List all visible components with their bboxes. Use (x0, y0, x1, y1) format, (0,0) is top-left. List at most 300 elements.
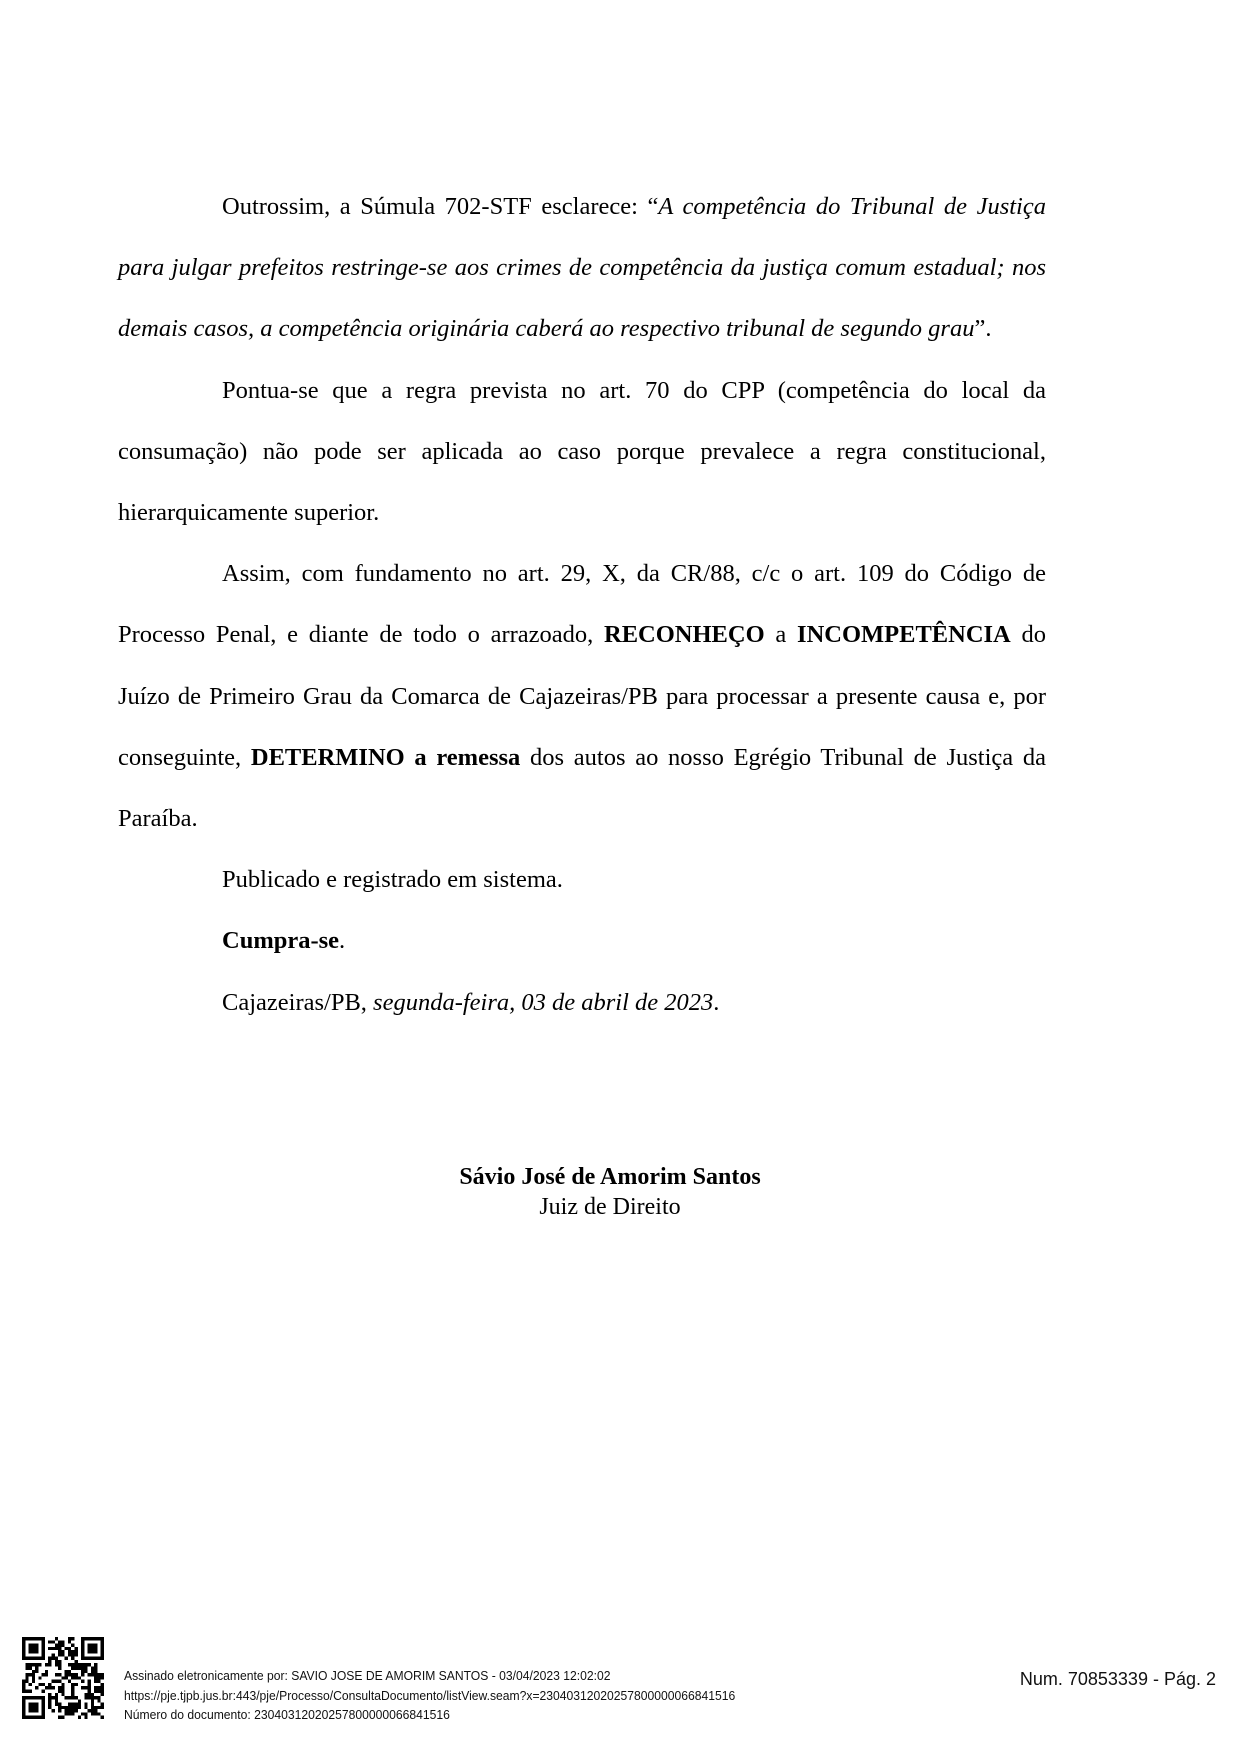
qr-module (68, 1696, 71, 1699)
electronic-signature-footer (0, 1630, 1240, 1750)
qr-module (55, 1680, 58, 1683)
qr-module (101, 1686, 104, 1689)
qr-module (88, 1693, 91, 1696)
qr-module (94, 1647, 97, 1650)
qr-module (84, 1663, 87, 1666)
qr-module (58, 1689, 61, 1692)
qr-module (42, 1640, 45, 1643)
text-run: RECONHEÇO (604, 621, 765, 649)
qr-module (55, 1663, 58, 1666)
qr-module (42, 1644, 45, 1647)
paragraph (118, 360, 1046, 544)
qr-module (61, 1686, 64, 1689)
qr-module (65, 1647, 68, 1650)
qr-module (91, 1657, 94, 1660)
qr-module (35, 1696, 38, 1699)
qr-module (22, 1653, 25, 1656)
qr-module (68, 1706, 71, 1709)
qr-module (52, 1653, 55, 1656)
qr-module (45, 1686, 48, 1689)
qr-module (74, 1703, 77, 1706)
qr-module (42, 1716, 45, 1719)
qr-module (35, 1650, 38, 1653)
qr-module (91, 1712, 94, 1715)
qr-module (84, 1693, 87, 1696)
qr-module (25, 1696, 28, 1699)
qr-module (22, 1644, 25, 1647)
qr-module (91, 1709, 94, 1712)
qr-module (101, 1650, 104, 1653)
qr-module (55, 1657, 58, 1660)
qr-module (58, 1647, 61, 1650)
qr-module (61, 1676, 64, 1679)
qr-module (42, 1637, 45, 1640)
qr-module (94, 1673, 97, 1676)
qr-module (68, 1647, 71, 1650)
qr-module (97, 1712, 100, 1715)
qr-module (38, 1676, 41, 1679)
qr-module (35, 1657, 38, 1660)
qr-module (22, 1650, 25, 1653)
qr-module (81, 1686, 84, 1689)
qr-module (71, 1673, 74, 1676)
qr-module (48, 1657, 51, 1660)
qr-module (58, 1673, 61, 1676)
qr-module (45, 1663, 48, 1666)
qr-module (81, 1712, 84, 1715)
qr-module (81, 1644, 84, 1647)
qr-module (35, 1663, 38, 1666)
text-run: DETERMINO a remessa (250, 743, 521, 771)
qr-module (97, 1699, 100, 1702)
qr-module (88, 1683, 91, 1686)
qr-module (74, 1647, 77, 1650)
qr-module (78, 1703, 81, 1706)
qr-module (84, 1637, 87, 1640)
qr-module (48, 1640, 51, 1643)
qr-module (91, 1667, 94, 1670)
qr-module (94, 1667, 97, 1670)
qr-module (65, 1673, 68, 1676)
qr-module (29, 1709, 32, 1712)
qr-module (22, 1706, 25, 1709)
qr-module (68, 1670, 71, 1673)
qr-module (25, 1676, 28, 1679)
qr-module (71, 1683, 74, 1686)
qr-module (71, 1712, 74, 1715)
qr-module (48, 1706, 51, 1709)
qr-module (97, 1686, 100, 1689)
qr-module (81, 1670, 84, 1673)
qr-module (29, 1657, 32, 1660)
text-run: Assim, com fundamento no art. 29, X, da CR/88, c/c o art. 109 do Código de Processo Penal, e diante de todo o arrazoado, (118, 560, 1046, 649)
qr-module (78, 1667, 81, 1670)
qr-module (29, 1644, 32, 1647)
qr-module (48, 1683, 51, 1686)
qr-module (29, 1647, 32, 1650)
text-run: Publicado e registrado em sistema. (222, 866, 563, 894)
signed-by-text: Assinado eletronicamente por: SAVIO JOSE DE AMORIM SANTOS - 03/04/2023 12:02:02 (124, 1668, 611, 1683)
qr-module (88, 1709, 91, 1712)
qr-module (55, 1673, 58, 1676)
qr-module (84, 1670, 87, 1673)
qr-module (91, 1647, 94, 1650)
qr-module (84, 1696, 87, 1699)
qr-module (68, 1680, 71, 1683)
qr-module (45, 1670, 48, 1673)
qr-module (101, 1689, 104, 1692)
text-run: . (713, 988, 720, 1016)
qr-module (68, 1673, 71, 1676)
qr-module (81, 1637, 84, 1640)
text-run: do Juízo de Primeiro Grau da Comarca de Cajazeiras/PB para processar a presente causa e, por conseguinte, (118, 621, 1046, 771)
qr-module (22, 1709, 25, 1712)
qr-module (29, 1637, 32, 1640)
qr-module (55, 1660, 58, 1663)
qr-module (81, 1673, 84, 1676)
qr-module (97, 1706, 100, 1709)
qr-module (81, 1640, 84, 1643)
qr-module (29, 1696, 32, 1699)
qr-module (25, 1637, 28, 1640)
qr-module (61, 1683, 64, 1686)
qr-module (38, 1696, 41, 1699)
qr-module (94, 1680, 97, 1683)
qr-module (94, 1696, 97, 1699)
qr-module (94, 1676, 97, 1679)
qr-module (84, 1706, 87, 1709)
qr-module (74, 1667, 77, 1670)
qr-module (91, 1706, 94, 1709)
qr-module (74, 1709, 77, 1712)
qr-module (101, 1673, 104, 1676)
text-run: a (764, 621, 798, 649)
qr-module (55, 1693, 58, 1696)
qr-module (29, 1683, 32, 1686)
qr-module (71, 1650, 74, 1653)
paragraph (118, 176, 1046, 360)
qr-module (32, 1706, 35, 1709)
qr-module (58, 1650, 61, 1653)
text-run: A competência do Tribunal de Justiça para julgar prefeitos restringe-se aos crimes de competência da justiça comum estadual; nos demais casos, a competência originária caberá ao respectivo tribunal de segundo grau (118, 193, 1046, 343)
qr-module (52, 1696, 55, 1699)
qr-module (68, 1637, 71, 1640)
qr-module (97, 1676, 100, 1679)
qr-module (32, 1676, 35, 1679)
qr-module (94, 1686, 97, 1689)
qr-module (32, 1650, 35, 1653)
qr-module (78, 1663, 81, 1666)
qr-module (25, 1716, 28, 1719)
qr-module (65, 1696, 68, 1699)
judge-title: Juiz de Direito (539, 1194, 681, 1220)
qr-module (42, 1650, 45, 1653)
qr-module (101, 1676, 104, 1679)
qr-module (25, 1657, 28, 1660)
qr-module (58, 1653, 61, 1656)
qr-module (88, 1657, 91, 1660)
qr-module (88, 1644, 91, 1647)
qr-module (58, 1640, 61, 1643)
qr-module (22, 1699, 25, 1702)
qr-module (25, 1663, 28, 1666)
qr-module (58, 1686, 61, 1689)
qr-module (61, 1716, 64, 1719)
qr-module (22, 1647, 25, 1650)
qr-module (58, 1703, 61, 1706)
qr-module (42, 1657, 45, 1660)
qr-module (58, 1663, 61, 1666)
qr-module (42, 1706, 45, 1709)
qr-module (84, 1703, 87, 1706)
qr-module (78, 1699, 81, 1702)
signature-block (380, 1162, 840, 1222)
qr-module (32, 1709, 35, 1712)
qr-module (91, 1696, 94, 1699)
qr-module (32, 1680, 35, 1683)
qr-module (74, 1660, 77, 1663)
qr-module (101, 1693, 104, 1696)
qr-module (71, 1657, 74, 1660)
qr-module (71, 1653, 74, 1656)
qr-module (29, 1667, 32, 1670)
qr-module (35, 1670, 38, 1673)
qr-module (22, 1703, 25, 1706)
qr-module (32, 1647, 35, 1650)
qr-module (97, 1696, 100, 1699)
qr-module (74, 1673, 77, 1676)
qr-module (74, 1706, 77, 1709)
qr-module (101, 1706, 104, 1709)
qr-module (94, 1709, 97, 1712)
qr-module (71, 1696, 74, 1699)
qr-module (58, 1660, 61, 1663)
qr-module (22, 1640, 25, 1643)
qr-module (88, 1663, 91, 1666)
text-run: segunda-feira, 03 de abril de 2023 (373, 988, 714, 1016)
qr-module (71, 1637, 74, 1640)
qr-module (48, 1686, 51, 1689)
qr-module (74, 1650, 77, 1653)
text-run: Outrossim, a Súmula 702-STF esclarece: “ (222, 193, 659, 220)
qr-module (25, 1673, 28, 1676)
qr-module (65, 1709, 68, 1712)
qr-module (29, 1650, 32, 1653)
qr-module (94, 1706, 97, 1709)
qr-module (84, 1712, 87, 1715)
judge-name: Sávio José de Amorim Santos (459, 1164, 761, 1190)
qr-module (32, 1644, 35, 1647)
qr-module (81, 1663, 84, 1666)
text-run: INCOMPETÊNCIA (797, 621, 1011, 649)
qr-module (65, 1706, 68, 1709)
qr-module (58, 1667, 61, 1670)
qr-module (22, 1657, 25, 1660)
qr-module (88, 1686, 91, 1689)
qr-module (61, 1640, 64, 1643)
qr-module (88, 1647, 91, 1650)
qr-module (25, 1689, 28, 1692)
qr-module (35, 1637, 38, 1640)
qr-module (81, 1647, 84, 1650)
qr-module (71, 1676, 74, 1679)
qr-module (68, 1703, 71, 1706)
qr-module (88, 1696, 91, 1699)
qr-module (91, 1693, 94, 1696)
qr-module (38, 1663, 41, 1666)
qr-module (38, 1657, 41, 1660)
qr-module (48, 1663, 51, 1666)
qr-module (71, 1706, 74, 1709)
qr-module (32, 1696, 35, 1699)
qr-module (81, 1657, 84, 1660)
qr-module (97, 1637, 100, 1640)
qr-module (61, 1644, 64, 1647)
qr-module (35, 1667, 38, 1670)
page-number: Num. 70853339 - Pág. 2 (1019, 1669, 1216, 1689)
text-run: ”. (974, 315, 992, 343)
paragraph (118, 972, 1046, 1033)
qr-module (55, 1703, 58, 1706)
qr-module (74, 1683, 77, 1686)
qr-module (65, 1676, 68, 1679)
qr-module (81, 1680, 84, 1683)
qr-module (71, 1709, 74, 1712)
qr-module (42, 1689, 45, 1692)
qr-module (97, 1657, 100, 1660)
signature-info (124, 1666, 735, 1725)
qr-module (101, 1683, 104, 1686)
qr-module (55, 1637, 58, 1640)
qr-module (29, 1706, 32, 1709)
qr-module (81, 1650, 84, 1653)
paragraph (118, 910, 1046, 971)
qr-module (58, 1709, 61, 1712)
qr-module (32, 1663, 35, 1666)
qr-module (91, 1699, 94, 1702)
qr-module (94, 1712, 97, 1715)
qr-module (45, 1673, 48, 1676)
qr-module (101, 1703, 104, 1706)
qr-module (48, 1703, 51, 1706)
qr-module (52, 1686, 55, 1689)
qr-module (71, 1667, 74, 1670)
qr-module (71, 1693, 74, 1696)
qr-module (58, 1706, 61, 1709)
qr-module (61, 1650, 64, 1653)
qr-module (91, 1673, 94, 1676)
qr-module (22, 1712, 25, 1715)
qr-module (42, 1696, 45, 1699)
qr-module (97, 1673, 100, 1676)
qr-module (42, 1712, 45, 1715)
qr-code-icon[interactable] (22, 1637, 104, 1719)
qr-module (38, 1637, 41, 1640)
qr-module (55, 1696, 58, 1699)
qr-module (55, 1647, 58, 1650)
qr-module (68, 1650, 71, 1653)
qr-module (22, 1637, 25, 1640)
qr-module (35, 1709, 38, 1712)
qr-module (32, 1716, 35, 1719)
qr-module (84, 1657, 87, 1660)
qr-module (22, 1696, 25, 1699)
qr-module (32, 1657, 35, 1660)
qr-module (88, 1673, 91, 1676)
qr-module (52, 1680, 55, 1683)
qr-module (35, 1647, 38, 1650)
qr-module (91, 1637, 94, 1640)
qr-module (61, 1689, 64, 1692)
qr-module (94, 1650, 97, 1653)
qr-module (35, 1703, 38, 1706)
qr-module (68, 1640, 71, 1643)
qr-module (101, 1653, 104, 1656)
qr-module (91, 1670, 94, 1673)
document-body (118, 176, 1046, 1033)
qr-module (101, 1647, 104, 1650)
qr-module (22, 1686, 25, 1689)
text-run: dos autos ao nosso Egrégio Tribunal de Justiça da Paraíba. (118, 743, 1046, 833)
qr-module (74, 1676, 77, 1679)
qr-module (78, 1706, 81, 1709)
qr-module (71, 1644, 74, 1647)
qr-module (84, 1716, 87, 1719)
qr-module (61, 1706, 64, 1709)
document-number: Número do documento: 23040312020257800000066841516 (124, 1707, 450, 1722)
qr-module (101, 1637, 104, 1640)
qr-module (48, 1693, 51, 1696)
qr-module (68, 1653, 71, 1656)
qr-module (84, 1667, 87, 1670)
qr-module (42, 1703, 45, 1706)
qr-module (48, 1696, 51, 1699)
qr-module (32, 1703, 35, 1706)
qr-module (74, 1653, 77, 1656)
qr-module (29, 1663, 32, 1666)
qr-module (42, 1683, 45, 1686)
qr-module (42, 1647, 45, 1650)
qr-module (52, 1657, 55, 1660)
qr-module (91, 1703, 94, 1706)
qr-module (22, 1680, 25, 1683)
qr-module (32, 1673, 35, 1676)
qr-module (88, 1637, 91, 1640)
qr-module (94, 1663, 97, 1666)
qr-module (42, 1709, 45, 1712)
text-run: Pontua-se que a regra prevista no art. 70 do CPP (competência do local da consumação) não pode ser aplicada ao caso porque prevalece a regra constitucional, hierarquicamente superior. (118, 376, 1046, 527)
qr-module (71, 1686, 74, 1689)
qr-module (35, 1644, 38, 1647)
qr-module (55, 1699, 58, 1702)
qr-module (22, 1716, 25, 1719)
qr-module (22, 1689, 25, 1692)
qr-module (58, 1644, 61, 1647)
qr-module (61, 1653, 64, 1656)
verification-url[interactable]: https://pje.tjpb.jus.br:443/pje/Processo/ConsultaDocumento/listView.seam?x=23040312020257800000066841516 (124, 1687, 736, 1703)
qr-module (22, 1683, 25, 1686)
qr-module (61, 1693, 64, 1696)
paragraph (118, 543, 1046, 849)
qr-module (78, 1716, 81, 1719)
qr-module (91, 1650, 94, 1653)
qr-module (101, 1640, 104, 1643)
qr-module (101, 1716, 104, 1719)
qr-module (38, 1683, 41, 1686)
qr-module (55, 1644, 58, 1647)
qr-module (35, 1716, 38, 1719)
qr-module (94, 1644, 97, 1647)
